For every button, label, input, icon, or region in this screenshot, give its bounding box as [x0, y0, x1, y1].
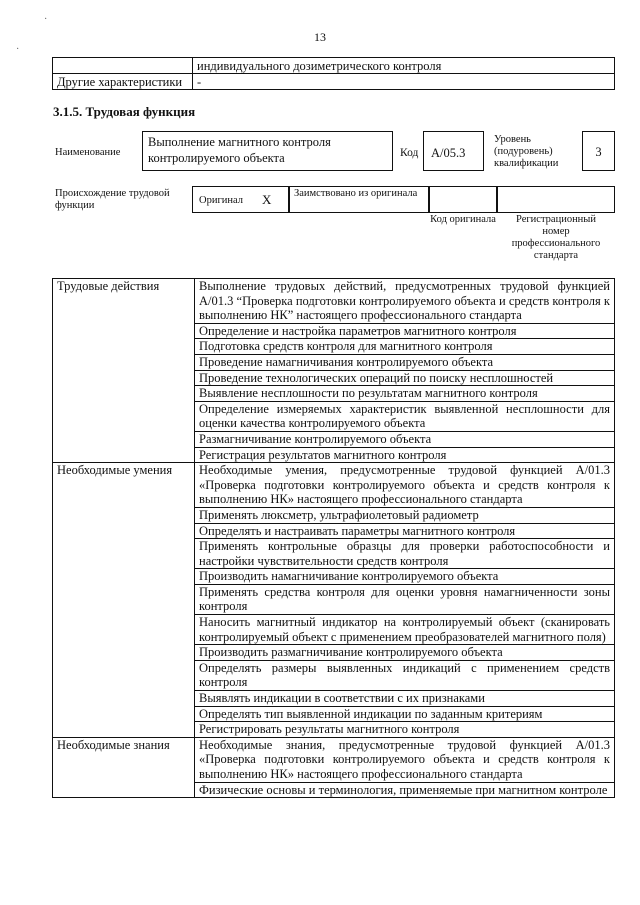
- function-name-box: [142, 131, 393, 171]
- list-item: Наносить магнитный индикатор на контролируемый объект (сканировать контролируемый объект с применением преобразователей магнитного поля): [195, 615, 615, 645]
- borrowed-label: Заимствовано из оригинала: [294, 188, 418, 199]
- level-label: Уровень (подуровень) квалификации: [494, 134, 559, 169]
- borrowed-box: [289, 186, 429, 213]
- table-cell-label: [53, 58, 193, 74]
- original-label: Оригинал: [199, 195, 243, 206]
- list-item: Определять размеры выявленных индикаций с применением средств контроля: [195, 660, 615, 690]
- table-row: [53, 463, 615, 508]
- category-labor-actions: Трудовые действия: [53, 279, 195, 463]
- list-item: Выполнение трудовых действий, предусмотренных трудовой функцией A/01.3 “Проверка подготовки контролируемого объекта и средств контроля к выполнению НК” настоящего профессионального стандарта: [195, 279, 615, 324]
- section-title: 3.1.5. Трудовая функция: [53, 104, 196, 119]
- code-value: A/05.3: [431, 146, 466, 160]
- list-item: Производить размагничивание контролируемого объекта: [195, 645, 615, 661]
- table-row: [53, 737, 615, 782]
- function-name-value: Выполнение магнитного контроля контролируемого объекта: [148, 135, 331, 165]
- list-item: Применять средства контроля для оценки уровня намагниченности зоны контроля: [195, 584, 615, 614]
- list-item: Выявлять индикации в соответствии с их признаками: [195, 691, 615, 707]
- original-box: [192, 186, 289, 213]
- name-label: Наименование: [55, 147, 121, 158]
- list-item: Применять контрольные образцы для проверки работоспособности и настройки чувствительности средств контроля: [195, 539, 615, 569]
- original-code-caption: Код оригинала: [430, 214, 496, 225]
- page-number: 13: [314, 30, 326, 44]
- list-item: Необходимые знания, предусмотренные трудовой функцией A/01.3 «Проверка подготовки контролируемого объекта и средств контроля к выполнению НК» настоящего профессионального стандарта: [195, 737, 615, 782]
- list-item: Определение измеряемых характеристик выявленной несплошности для оценки качества контролируемого объекта: [195, 401, 615, 431]
- list-item: Проведение технологических операций по поиску несплошностей: [195, 370, 615, 386]
- original-code-box: [429, 186, 497, 213]
- list-item: Определение и настройка параметров магнитного контроля: [195, 323, 615, 339]
- code-label: Код: [400, 147, 419, 159]
- top-table: [52, 57, 615, 90]
- registration-number-box: [497, 186, 615, 213]
- list-item: Необходимые умения, предусмотренные трудовой функцией A/01.3 «Проверка подготовки контролируемого объекта и средств контроля к выполнению НК» настоящего профессионального стандарта: [195, 463, 615, 508]
- list-item: Регистрировать результаты магнитного контроля: [195, 722, 615, 738]
- labor-function-table: [52, 278, 615, 798]
- other-characteristics-value: -: [193, 74, 615, 90]
- origin-label: Происхождение трудовой функции: [55, 188, 170, 211]
- list-item: Регистрация результатов магнитного контроля: [195, 447, 615, 463]
- code-box: [423, 131, 484, 171]
- original-mark: X: [262, 192, 272, 207]
- table-cell-value: индивидуального дозиметрического контроля: [193, 58, 615, 74]
- list-item: Физические основы и терминология, применяемые при магнитном контроле: [195, 782, 615, 798]
- list-item: Определять и настраивать параметры магнитного контроля: [195, 523, 615, 539]
- list-item: Определять тип выявленной индикации по заданным критериям: [195, 706, 615, 722]
- list-item: Проведение намагничивания контролируемого объекта: [195, 354, 615, 370]
- list-item: Производить намагничивание контролируемого объекта: [195, 569, 615, 585]
- table-row: [53, 74, 615, 90]
- list-item: Размагничивание контролируемого объекта: [195, 431, 615, 447]
- table-row: [53, 279, 615, 324]
- scan-dot: ·: [16, 44, 20, 55]
- category-required-skills: Необходимые умения: [53, 463, 195, 738]
- table-row: [53, 58, 615, 74]
- category-required-knowledge: Необходимые знания: [53, 737, 195, 797]
- registration-number-caption: Регистрационный номер профессионального стандарта: [511, 214, 601, 261]
- list-item: Применять люксметр, ультрафиолетовый радиометр: [195, 507, 615, 523]
- list-item: Подготовка средств контроля для магнитного контроля: [195, 339, 615, 355]
- other-characteristics-label: Другие характеристики: [53, 74, 193, 90]
- list-item: Выявление несплошности по результатам магнитного контроля: [195, 386, 615, 402]
- level-value: 3: [595, 145, 602, 159]
- scan-dot: ·: [44, 14, 48, 25]
- level-box: [582, 131, 615, 171]
